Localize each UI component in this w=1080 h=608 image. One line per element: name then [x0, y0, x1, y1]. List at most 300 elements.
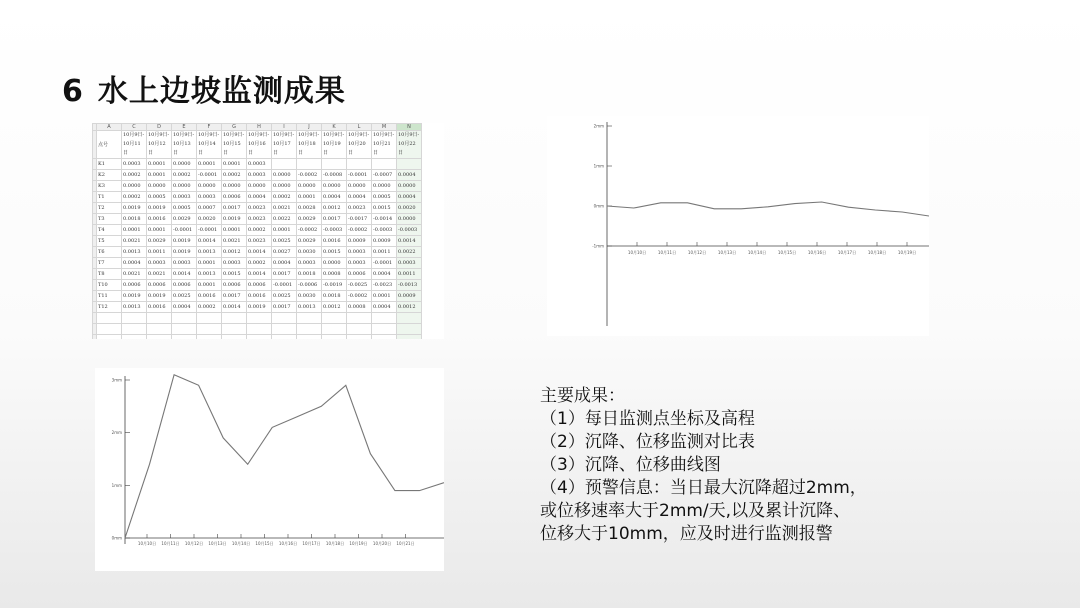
empty-cell	[222, 313, 247, 324]
y-tick-label: -1mm	[592, 243, 604, 249]
empty-cell	[322, 324, 347, 335]
empty-cell	[397, 324, 422, 335]
value-cell: 0.0000	[272, 170, 297, 181]
point-name: T11	[97, 291, 122, 302]
value-cell: 0.0003	[122, 159, 147, 170]
value-cell: 0.0014	[247, 247, 272, 258]
table-row	[93, 258, 422, 269]
table-row	[93, 291, 422, 302]
value-cell: 0.0002	[172, 170, 197, 181]
x-tick-label: 10月10日	[137, 541, 157, 546]
value-cell: 0.0019	[172, 236, 197, 247]
x-tick-label: 10月19日	[897, 250, 917, 255]
value-cell: 0.0011	[397, 269, 422, 280]
value-cell: 0.0001	[122, 225, 147, 236]
empty-cell	[197, 313, 222, 324]
value-cell	[297, 159, 322, 170]
value-cell: 0.0019	[222, 214, 247, 225]
x-tick-label: 10月11日	[657, 250, 677, 255]
date-header: 10月9日-10月19日	[322, 131, 347, 159]
date-header: 10月9日-10月20日	[347, 131, 372, 159]
value-cell: 0.0001	[197, 258, 222, 269]
header-row	[93, 131, 422, 159]
empty-cell	[172, 335, 197, 340]
value-cell: 0.0000	[172, 181, 197, 192]
x-tick-label: 10月17日	[837, 250, 857, 255]
date-header: 10月9日-10月18日	[297, 131, 322, 159]
x-tick-label: 10月12日	[184, 541, 204, 546]
value-cell: 0.0021	[147, 269, 172, 280]
value-cell: 0.0001	[197, 159, 222, 170]
value-cell: 0.0015	[222, 269, 247, 280]
value-cell: 0.0002	[222, 170, 247, 181]
value-cell: 0.0019	[122, 291, 147, 302]
value-cell: 0.0023	[247, 236, 272, 247]
value-cell: 0.0000	[122, 181, 147, 192]
column-letter: E	[172, 124, 197, 131]
value-cell: 0.0017	[222, 291, 247, 302]
value-cell: 0.0003	[222, 258, 247, 269]
column-letter: C	[122, 124, 147, 131]
empty-cell	[97, 313, 122, 324]
value-cell: -0.0017	[347, 214, 372, 225]
summary-item: （1）每日监测点坐标及高程	[540, 409, 755, 429]
value-cell: 0.0030	[297, 291, 322, 302]
x-tick-label: 10月20日	[372, 541, 392, 546]
value-cell: 0.0012	[397, 302, 422, 313]
value-cell	[322, 159, 347, 170]
value-cell: 0.0007	[197, 203, 222, 214]
value-cell: 0.0016	[147, 302, 172, 313]
value-cell: -0.0002	[347, 225, 372, 236]
value-cell: 0.0023	[247, 214, 272, 225]
value-cell: 0.0003	[397, 258, 422, 269]
value-cell: 0.0017	[322, 214, 347, 225]
series-line	[125, 375, 444, 538]
date-header: 10月9日-10月16日	[247, 131, 272, 159]
value-cell: 0.0006	[347, 269, 372, 280]
value-cell: 0.0001	[147, 170, 172, 181]
value-cell: 0.0003	[347, 247, 372, 258]
value-cell: 0.0017	[272, 269, 297, 280]
table-row	[93, 236, 422, 247]
empty-cell	[172, 313, 197, 324]
date-header: 10月9日-10月13日	[172, 131, 197, 159]
value-cell: 0.0000	[272, 181, 297, 192]
value-cell: -0.0013	[397, 280, 422, 291]
value-cell: -0.0007	[372, 170, 397, 181]
value-cell: 0.0003	[247, 159, 272, 170]
value-cell: 0.0025	[172, 291, 197, 302]
value-cell: 0.0002	[122, 170, 147, 181]
column-letter: D	[147, 124, 172, 131]
point-name: T12	[97, 302, 122, 313]
value-cell: 0.0013	[297, 302, 322, 313]
value-cell: 0.0005	[372, 192, 397, 203]
value-cell	[272, 159, 297, 170]
value-cell: 0.0000	[397, 181, 422, 192]
value-cell: 0.0013	[122, 247, 147, 258]
date-header: 10月9日-10月17日	[272, 131, 297, 159]
y-tick-label: 1mm	[593, 163, 604, 169]
value-cell: 0.0015	[372, 203, 397, 214]
value-cell: 0.0014	[397, 236, 422, 247]
empty-cell	[272, 313, 297, 324]
y-tick-label: 2mm	[593, 123, 604, 129]
value-cell: 0.0030	[297, 247, 322, 258]
empty-cell	[372, 324, 397, 335]
y-tick-label: 3mm	[111, 377, 122, 383]
value-cell: 0.0004	[247, 192, 272, 203]
x-tick-label: 10月16日	[278, 541, 298, 546]
value-cell: 0.0009	[347, 236, 372, 247]
value-cell: 0.0002	[247, 258, 272, 269]
x-tick-label: 10月10日	[627, 250, 647, 255]
value-cell: 0.0004	[372, 269, 397, 280]
value-cell: 0.0000	[322, 258, 347, 269]
value-cell: 0.0001	[197, 280, 222, 291]
date-header: 10月9日-10月22日	[397, 131, 422, 159]
value-cell: 0.0004	[347, 192, 372, 203]
value-cell: 0.0021	[122, 269, 147, 280]
y-tick-label: 0mm	[111, 535, 122, 541]
summary-item: （2）沉降、位移监测对比表	[540, 432, 755, 452]
date-header: 10月9日-10月21日	[372, 131, 397, 159]
value-cell: 0.0004	[372, 302, 397, 313]
value-cell: 0.0019	[147, 203, 172, 214]
value-cell: 0.0020	[397, 203, 422, 214]
empty-cell	[197, 335, 222, 340]
value-cell: 0.0028	[297, 203, 322, 214]
value-cell: 0.0006	[172, 280, 197, 291]
value-cell: 0.0011	[372, 247, 397, 258]
point-name: T6	[97, 247, 122, 258]
value-cell: 0.0006	[222, 280, 247, 291]
value-cell: 0.0013	[197, 247, 222, 258]
value-cell: 0.0002	[272, 192, 297, 203]
summary-text	[540, 385, 867, 546]
value-cell: 0.0021	[272, 203, 297, 214]
value-cell: 0.0019	[247, 302, 272, 313]
value-cell: 0.0009	[372, 236, 397, 247]
x-tick-label: 10月15日	[255, 541, 274, 546]
summary-item: 位移大于10mm，应及时进行监测报警	[540, 524, 833, 544]
value-cell: 0.0008	[347, 302, 372, 313]
empty-cell	[97, 335, 122, 340]
value-cell: 0.0018	[322, 291, 347, 302]
value-cell: 0.0000	[147, 181, 172, 192]
value-cell: 0.0020	[197, 214, 222, 225]
table-row	[93, 302, 422, 313]
y-tick-label: 2mm	[111, 430, 122, 436]
column-letter: L	[347, 124, 372, 131]
value-cell: 0.0009	[397, 291, 422, 302]
x-tick-label: 10月13日	[717, 250, 737, 255]
point-name: T1	[97, 192, 122, 203]
value-cell: -0.0023	[372, 280, 397, 291]
point-name: T3	[97, 214, 122, 225]
value-cell	[347, 159, 372, 170]
value-cell: -0.0008	[322, 170, 347, 181]
value-cell: 0.0013	[197, 269, 222, 280]
value-cell: 0.0016	[247, 291, 272, 302]
empty-cell	[222, 335, 247, 340]
x-tick-label: 10月18日	[325, 541, 345, 546]
column-letter: F	[197, 124, 222, 131]
value-cell: 0.0006	[222, 192, 247, 203]
slide-title-text: 水上边坡监测成果	[97, 74, 346, 109]
value-cell: 0.0018	[297, 269, 322, 280]
value-cell: 0.0029	[297, 214, 322, 225]
x-tick-label: 10月12日	[687, 250, 707, 255]
value-cell: 0.0003	[147, 258, 172, 269]
empty-cell	[372, 335, 397, 340]
empty-row	[93, 313, 422, 324]
value-cell: 0.0000	[322, 181, 347, 192]
value-cell: 0.0002	[197, 302, 222, 313]
x-tick-label: 10月13日	[208, 541, 227, 546]
point-name: T2	[97, 203, 122, 214]
value-cell: 0.0001	[147, 225, 172, 236]
value-cell: 0.0015	[322, 247, 347, 258]
value-cell: 0.0006	[122, 280, 147, 291]
value-cell: 0.0000	[172, 159, 197, 170]
point-header: 点号	[97, 131, 122, 159]
value-cell: 0.0001	[222, 225, 247, 236]
empty-cell	[197, 324, 222, 335]
value-cell: 0.0000	[372, 181, 397, 192]
date-header: 10月9日-10月15日	[222, 131, 247, 159]
value-cell: 0.0012	[222, 247, 247, 258]
table-row	[93, 269, 422, 280]
value-cell: 0.0022	[397, 247, 422, 258]
x-tick-label: 10月14日	[231, 541, 251, 546]
table-row	[93, 192, 422, 203]
value-cell: 0.0017	[222, 203, 247, 214]
value-cell: 0.0022	[272, 214, 297, 225]
value-cell: 0.0016	[147, 214, 172, 225]
value-cell: 0.0012	[322, 302, 347, 313]
value-cell: 0.0000	[297, 181, 322, 192]
value-cell: 0.0029	[297, 236, 322, 247]
value-cell: 0.0001	[272, 225, 297, 236]
date-header: 10月9日-10月14日	[197, 131, 222, 159]
x-tick-label: 10月18日	[867, 250, 887, 255]
value-cell: 0.0029	[147, 236, 172, 247]
value-cell: 0.0023	[347, 203, 372, 214]
value-cell: 0.0004	[397, 192, 422, 203]
table-row	[93, 159, 422, 170]
date-header: 10月9日-10月11日	[122, 131, 147, 159]
y-tick-label: 1mm	[111, 482, 122, 488]
value-cell: -0.0019	[322, 280, 347, 291]
value-cell: 0.0001	[147, 159, 172, 170]
empty-cell	[147, 335, 172, 340]
slide-title	[62, 66, 346, 110]
point-name: T5	[97, 236, 122, 247]
value-cell: 0.0004	[322, 192, 347, 203]
value-cell: 0.0004	[172, 302, 197, 313]
empty-cell	[122, 313, 147, 324]
x-tick-label: 10月21日	[396, 541, 415, 546]
empty-cell	[347, 324, 372, 335]
series-line	[607, 202, 929, 216]
value-cell: 0.0027	[272, 247, 297, 258]
table-row	[93, 181, 422, 192]
column-letter: H	[247, 124, 272, 131]
empty-cell	[272, 335, 297, 340]
value-cell: 0.0001	[222, 159, 247, 170]
value-cell: 0.0000	[247, 181, 272, 192]
value-cell: -0.0025	[347, 280, 372, 291]
x-tick-label: 10月19日	[349, 541, 368, 546]
x-tick-label: 10月14日	[747, 250, 767, 255]
value-cell: -0.0002	[347, 291, 372, 302]
value-cell: 0.0019	[122, 203, 147, 214]
table-row	[93, 214, 422, 225]
column-letter: I	[272, 124, 297, 131]
value-cell: 0.0003	[347, 258, 372, 269]
column-letter-row	[93, 124, 422, 131]
value-cell: 0.0003	[172, 192, 197, 203]
empty-cell	[222, 324, 247, 335]
empty-cell	[297, 324, 322, 335]
empty-cell	[347, 335, 372, 340]
y-tick-label: 0mm	[593, 203, 604, 209]
displacement-chart-svg	[95, 368, 444, 571]
point-name: T4	[97, 225, 122, 236]
empty-cell	[247, 324, 272, 335]
value-cell: 0.0001	[372, 291, 397, 302]
value-cell: -0.0002	[297, 225, 322, 236]
value-cell: 0.0014	[197, 236, 222, 247]
point-name: K2	[97, 170, 122, 181]
value-cell: 0.0002	[247, 225, 272, 236]
value-cell: -0.0001	[372, 258, 397, 269]
empty-cell	[247, 335, 272, 340]
value-cell: 0.0025	[272, 236, 297, 247]
empty-cell	[397, 335, 422, 340]
value-cell: -0.0014	[372, 214, 397, 225]
empty-cell	[272, 324, 297, 335]
value-cell: 0.0004	[122, 258, 147, 269]
value-cell: -0.0003	[322, 225, 347, 236]
value-cell: 0.0029	[172, 214, 197, 225]
empty-cell	[297, 335, 322, 340]
empty-cell	[322, 313, 347, 324]
empty-cell	[347, 313, 372, 324]
value-cell: -0.0001	[172, 225, 197, 236]
value-cell: 0.0000	[222, 181, 247, 192]
column-letter: N	[397, 124, 422, 131]
value-cell: 0.0021	[222, 236, 247, 247]
column-letter: M	[372, 124, 397, 131]
value-cell: 0.0019	[172, 247, 197, 258]
empty-cell	[147, 313, 172, 324]
displacement-chart	[95, 368, 444, 571]
empty-cell	[147, 324, 172, 335]
value-cell: 0.0004	[397, 170, 422, 181]
empty-row	[93, 335, 422, 340]
x-tick-label: 10月11日	[161, 541, 180, 546]
value-cell: 0.0025	[272, 291, 297, 302]
value-cell: 0.0006	[247, 280, 272, 291]
value-cell: -0.0001	[272, 280, 297, 291]
value-cell: -0.0006	[297, 280, 322, 291]
empty-cell	[172, 324, 197, 335]
value-cell: 0.0003	[297, 258, 322, 269]
x-tick-label: 10月16日	[807, 250, 827, 255]
point-name: T7	[97, 258, 122, 269]
summary-item: （4）预警信息：当日最大沉降超过2mm，	[540, 478, 867, 498]
value-cell: -0.0003	[372, 225, 397, 236]
point-name: T8	[97, 269, 122, 280]
empty-cell	[122, 324, 147, 335]
value-cell: 0.0005	[172, 203, 197, 214]
value-cell: 0.0023	[247, 203, 272, 214]
value-cell: 0.0003	[172, 258, 197, 269]
x-tick-label: 10月15日	[777, 250, 797, 255]
empty-row	[93, 324, 422, 335]
x-tick-label: 10月17日	[302, 541, 321, 546]
point-name: K3	[97, 181, 122, 192]
empty-cell	[97, 324, 122, 335]
summary-item: （3）沉降、位移曲线图	[540, 455, 721, 475]
value-cell: 0.0000	[397, 214, 422, 225]
column-letter: K	[322, 124, 347, 131]
value-cell: -0.0001	[347, 170, 372, 181]
empty-cell	[397, 313, 422, 324]
empty-cell	[247, 313, 272, 324]
value-cell: 0.0006	[147, 280, 172, 291]
column-letter: J	[297, 124, 322, 131]
point-name: K1	[97, 159, 122, 170]
table-row	[93, 170, 422, 181]
value-cell: 0.0016	[322, 236, 347, 247]
value-cell: 0.0004	[272, 258, 297, 269]
value-cell: 0.0016	[197, 291, 222, 302]
value-cell	[397, 159, 422, 170]
table-row	[93, 247, 422, 258]
value-cell: 0.0018	[122, 214, 147, 225]
point-name: T10	[97, 280, 122, 291]
empty-cell	[297, 313, 322, 324]
value-cell: 0.0005	[147, 192, 172, 203]
value-cell: 0.0000	[197, 181, 222, 192]
value-cell: -0.0001	[197, 170, 222, 181]
table-row	[93, 280, 422, 291]
settlement-chart	[547, 116, 929, 336]
empty-cell	[322, 335, 347, 340]
empty-cell	[122, 335, 147, 340]
data-table	[92, 123, 422, 339]
value-cell: 0.0008	[322, 269, 347, 280]
column-letter: G	[222, 124, 247, 131]
value-cell: -0.0001	[197, 225, 222, 236]
value-cell: 0.0014	[222, 302, 247, 313]
date-header: 10月9日-10月12日	[147, 131, 172, 159]
value-cell: 0.0021	[122, 236, 147, 247]
table-row	[93, 225, 422, 236]
value-cell	[372, 159, 397, 170]
table-row	[93, 203, 422, 214]
value-cell: 0.0014	[172, 269, 197, 280]
value-cell: 0.0019	[147, 291, 172, 302]
settlement-chart-svg	[547, 116, 929, 336]
column-letter: A	[97, 124, 122, 131]
summary-heading: 主要成果：	[540, 386, 625, 406]
value-cell: 0.0012	[322, 203, 347, 214]
